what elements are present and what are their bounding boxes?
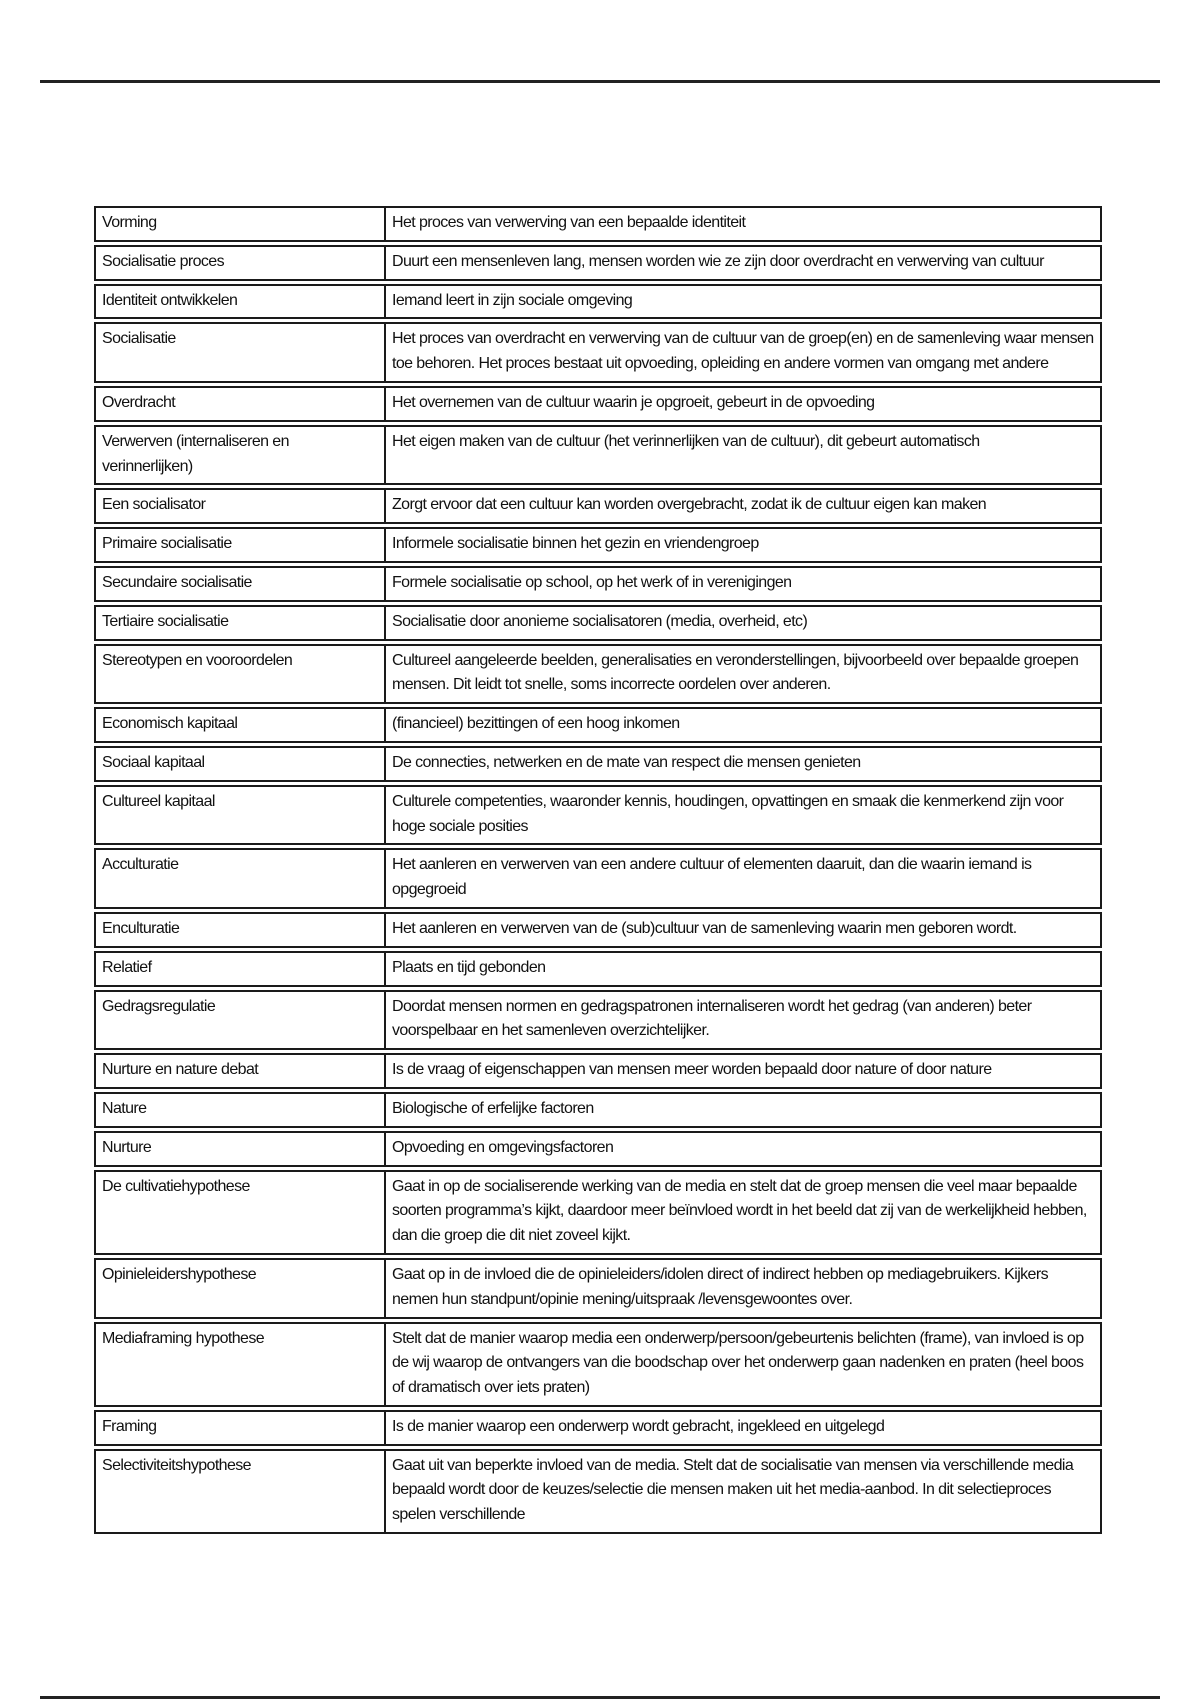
table-row — [94, 1092, 1102, 1128]
definition-cell: Duurt een mensenleven lang, mensen worden wie ze zijn door overdracht en verwerving van cultuur — [385, 245, 1102, 281]
term-cell: Een socialisator — [94, 488, 385, 524]
definition-cell: Gaat in op de socialiserende werking van de media en stelt dat de groep mensen die veel maar bepaalde soorten programma’s kijkt, daardoor meer beïnvloed wordt in het beeld dat zij van de werkelijkheid hebben, dan die groep die dit niet zoveel kijkt. — [385, 1170, 1102, 1255]
table-row — [94, 488, 1102, 524]
table-row — [94, 707, 1102, 743]
definition-cell: Is de manier waarop een onderwerp wordt gebracht, ingekleed en uitgelegd — [385, 1410, 1102, 1446]
table-row — [94, 990, 1102, 1051]
definition-cell: Iemand leert in zijn sociale omgeving — [385, 284, 1102, 320]
definition-cell: (financieel) bezittingen of een hoog inkomen — [385, 707, 1102, 743]
term-cell: Nurture — [94, 1131, 385, 1167]
term-cell: Gedragsregulatie — [94, 990, 385, 1051]
definition-cell: Culturele competenties, waaronder kennis, houdingen, opvattingen en smaak die kenmerkend zijn voor hoge sociale posities — [385, 785, 1102, 846]
term-cell: Identiteit ontwikkelen — [94, 284, 385, 320]
definition-cell: Het overnemen van de cultuur waarin je opgroeit, gebeurt in de opvoeding — [385, 386, 1102, 422]
table-row — [94, 284, 1102, 320]
table-row — [94, 1410, 1102, 1446]
definition-cell: Is de vraag of eigenschappen van mensen meer worden bepaald door nature of door nature — [385, 1053, 1102, 1089]
table-row — [94, 1053, 1102, 1089]
term-cell: Socialisatie proces — [94, 245, 385, 281]
term-cell: Verwerven (internaliseren en verinnerlijken) — [94, 425, 385, 486]
term-cell: Economisch kapitaal — [94, 707, 385, 743]
definition-cell: Opvoeding en omgevingsfactoren — [385, 1131, 1102, 1167]
glossary-table — [94, 203, 1102, 1537]
term-cell: Tertiaire socialisatie — [94, 605, 385, 641]
table-row — [94, 1131, 1102, 1167]
definition-cell: Het eigen maken van de cultuur (het verinnerlijken van de cultuur), dit gebeurt automatisch — [385, 425, 1102, 486]
term-cell: Nature — [94, 1092, 385, 1128]
term-cell: Enculturatie — [94, 912, 385, 948]
definition-cell: Doordat mensen normen en gedragspatronen internaliseren wordt het gedrag (van anderen) beter voorspelbaar en het samenleven overzichtelijker. — [385, 990, 1102, 1051]
definition-cell: Het proces van verwerving van een bepaalde identiteit — [385, 206, 1102, 242]
definition-cell: Stelt dat de manier waarop media een onderwerp/persoon/gebeurtenis belichten (frame), van invloed is op de wij waarop de ontvangers van die boodschap over het onderwerp gaan nadenken en praten (heel boos of dramatisch over iets praten) — [385, 1322, 1102, 1407]
table-row — [94, 1258, 1102, 1319]
table-row — [94, 848, 1102, 909]
term-cell: Mediaframing hypothese — [94, 1322, 385, 1407]
definition-cell: Formele socialisatie op school, op het werk of in verenigingen — [385, 566, 1102, 602]
term-cell: Stereotypen en vooroordelen — [94, 644, 385, 705]
definition-cell: Het aanleren en verwerven van een andere cultuur of elementen daaruit, dan die waarin iemand is opgegroeid — [385, 848, 1102, 909]
term-cell: Primaire socialisatie — [94, 527, 385, 563]
glossary-body — [94, 206, 1102, 1534]
table-row — [94, 322, 1102, 383]
table-row — [94, 566, 1102, 602]
definition-cell: Biologische of erfelijke factoren — [385, 1092, 1102, 1128]
term-cell: Secundaire socialisatie — [94, 566, 385, 602]
footer-rule — [40, 1696, 1160, 1699]
term-cell: Relatief — [94, 951, 385, 987]
term-cell: Nurture en nature debat — [94, 1053, 385, 1089]
table-row — [94, 245, 1102, 281]
term-cell: De cultivatiehypothese — [94, 1170, 385, 1255]
term-cell: Cultureel kapitaal — [94, 785, 385, 846]
table-row — [94, 425, 1102, 486]
header-rule — [40, 80, 1160, 83]
table-row — [94, 644, 1102, 705]
table-row — [94, 951, 1102, 987]
term-cell: Sociaal kapitaal — [94, 746, 385, 782]
table-row — [94, 1322, 1102, 1407]
term-cell: Opinieleidershypothese — [94, 1258, 385, 1319]
term-cell: Overdracht — [94, 386, 385, 422]
definition-cell: Zorgt ervoor dat een cultuur kan worden overgebracht, zodat ik de cultuur eigen kan maken — [385, 488, 1102, 524]
table-row — [94, 527, 1102, 563]
definition-cell: Plaats en tijd gebonden — [385, 951, 1102, 987]
definition-cell: Het proces van overdracht en verwerving van de cultuur van de groep(en) en de samenleving waar mensen toe behoren. Het proces bestaat uit opvoeding, opleiding en andere vormen van omgang met andere — [385, 322, 1102, 383]
table-row — [94, 912, 1102, 948]
term-cell: Selectiviteitshypothese — [94, 1449, 385, 1534]
definition-cell: Gaat uit van beperkte invloed van de media. Stelt dat de socialisatie van mensen via verschillende media bepaald wordt door de keuzes/selectie die mensen maken uit het media-aanbod. In dit selectieproces spelen verschillende — [385, 1449, 1102, 1534]
term-cell: Framing — [94, 1410, 385, 1446]
table-row — [94, 605, 1102, 641]
table-row — [94, 386, 1102, 422]
term-cell: Acculturatie — [94, 848, 385, 909]
definition-cell: Cultureel aangeleerde beelden, generalisaties en veronderstellingen, bijvoorbeeld over bepaalde groepen mensen. Dit leidt tot snelle, soms incorrecte oordelen over anderen. — [385, 644, 1102, 705]
term-cell: Socialisatie — [94, 322, 385, 383]
definition-cell: De connecties, netwerken en de mate van respect die mensen genieten — [385, 746, 1102, 782]
table-row — [94, 206, 1102, 242]
table-row — [94, 746, 1102, 782]
table-row — [94, 1170, 1102, 1255]
definition-cell: Gaat op in de invloed die de opinieleiders/idolen direct of indirect hebben op mediagebruikers. Kijkers nemen hun standpunt/opinie mening/uitspraak /levensgewoontes over. — [385, 1258, 1102, 1319]
table-row — [94, 785, 1102, 846]
definition-cell: Het aanleren en verwerven van de (sub)cultuur van de samenleving waarin men geboren wordt. — [385, 912, 1102, 948]
term-cell: Vorming — [94, 206, 385, 242]
definition-cell: Socialisatie door anonieme socialisatoren (media, overheid, etc) — [385, 605, 1102, 641]
definition-cell: Informele socialisatie binnen het gezin en vriendengroep — [385, 527, 1102, 563]
table-row — [94, 1449, 1102, 1534]
